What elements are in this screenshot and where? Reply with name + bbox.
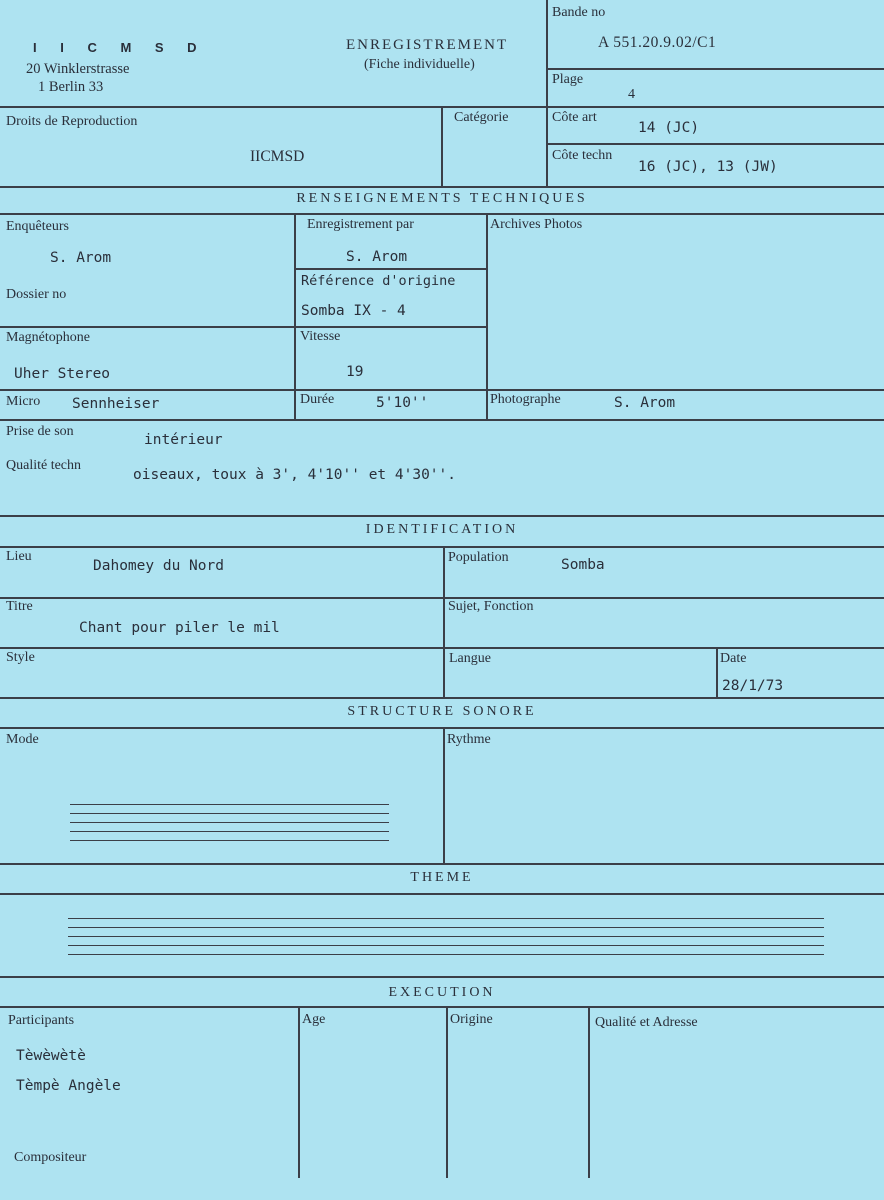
- population-value: Somba: [561, 557, 605, 573]
- magnetophone-label: Magnétophone: [6, 330, 90, 345]
- rule-structure-title-bottom: [0, 727, 884, 729]
- titre-label: Titre: [6, 599, 33, 614]
- qualite-techn-value: oiseaux, toux à 3', 4'10'' et 4'30''.: [133, 467, 457, 483]
- origine-label: Origine: [450, 1012, 493, 1027]
- rule-exec-col2: [446, 1006, 448, 1178]
- section-title-theme: THEME: [410, 870, 474, 885]
- participant-2: Tèmpè Angèle: [16, 1078, 121, 1094]
- rule-categorie-col: [441, 106, 443, 186]
- plage-label: Plage: [552, 72, 584, 87]
- reference-label: Référence d'origine: [301, 273, 456, 289]
- mode-label: Mode: [6, 732, 39, 747]
- lieu-value: Dahomey du Nord: [93, 558, 224, 574]
- age-label: Age: [302, 1012, 326, 1027]
- rule-exec-col1: [298, 1006, 300, 1178]
- langue-label: Langue: [449, 651, 491, 666]
- rule-exec-col3: [588, 1006, 590, 1178]
- rule-ident-title-top: [0, 515, 884, 517]
- section-title-structure: STRUCTURE SONORE: [347, 704, 537, 719]
- bande-value: A 551.20.9.02/C1: [598, 34, 717, 51]
- form-title: ENREGISTREMENT: [346, 37, 509, 53]
- rule-cote-mid: [546, 143, 884, 145]
- participant-1: Tèwèwètè: [16, 1048, 86, 1064]
- rule-micro-bottom: [0, 419, 884, 421]
- vitesse-value: 19: [346, 364, 364, 380]
- rule-header-col: [546, 0, 548, 186]
- rythme-label: Rythme: [447, 732, 491, 747]
- droits-label: Droits de Reproduction: [6, 114, 138, 129]
- section-title-identification: IDENTIFICATION: [365, 522, 519, 537]
- enregistrement-value: S. Arom: [346, 249, 408, 265]
- categorie-label: Catégorie: [454, 110, 509, 125]
- micro-label: Micro: [6, 394, 41, 409]
- rule-date-col: [716, 647, 718, 697]
- address-line1: 20 Winklerstrasse: [26, 61, 130, 77]
- archives-photos-label: Archives Photos: [490, 217, 583, 232]
- rule-tech-col1: [294, 213, 296, 419]
- cote-art-value: 14 (JC): [638, 120, 700, 136]
- prise-de-son-label: Prise de son: [6, 424, 74, 439]
- rule-magneto-bottom: [0, 389, 884, 391]
- rule-theme-bottom: [0, 976, 884, 978]
- rule-style-bottom: [0, 697, 884, 699]
- enregistrement-label: Enregistrement par: [307, 217, 414, 232]
- rule-exec-title-bottom: [0, 1006, 884, 1008]
- photographe-label: Photographe: [490, 392, 561, 407]
- cote-techn-label: Côte techn: [552, 148, 613, 163]
- rule-plage-top: [546, 68, 884, 70]
- rule-titre-bottom: [0, 647, 884, 649]
- magnetophone-value: Uher Stereo: [14, 366, 111, 382]
- rule-structure-col: [443, 727, 445, 863]
- rule-enreg-mid: [294, 268, 486, 270]
- style-label: Style: [6, 650, 35, 665]
- participants-label: Participants: [8, 1013, 75, 1028]
- prise-de-son-value: intérieur: [144, 432, 223, 448]
- duree-value: 5'10'': [376, 395, 429, 411]
- duree-label: Durée: [300, 392, 335, 407]
- compositeur-label: Compositeur: [14, 1150, 87, 1165]
- dossier-label: Dossier no: [6, 287, 67, 302]
- enqueteurs-label: Enquêteurs: [6, 219, 69, 234]
- qualite-techn-label: Qualité techn: [6, 458, 82, 473]
- titre-value: Chant pour piler le mil: [79, 620, 280, 636]
- rule-ident-col: [443, 546, 445, 697]
- rule-ident-title-bottom: [0, 546, 884, 548]
- section-title-technical: RENSEIGNEMENTS TECHNIQUES: [296, 191, 588, 206]
- vitesse-label: Vitesse: [300, 329, 341, 344]
- micro-value: Sennheiser: [72, 396, 160, 412]
- qualite-adresse-label: Qualité et Adresse: [595, 1015, 698, 1030]
- rule-ref-bottom: [0, 326, 486, 328]
- rule-tech-title-bottom: [0, 213, 884, 215]
- date-label: Date: [720, 651, 747, 666]
- plage-value: 4: [628, 87, 635, 102]
- rule-lieu-bottom: [0, 597, 884, 599]
- lieu-label: Lieu: [6, 549, 32, 564]
- reference-value: Somba IX - 4: [301, 303, 406, 319]
- rule-theme-title-bottom: [0, 893, 884, 895]
- rule-tech-col2: [486, 213, 488, 419]
- droits-value: IICMSD: [250, 148, 305, 165]
- cote-techn-value: 16 (JC), 13 (JW): [638, 159, 778, 175]
- institute-name: I I C M S D: [33, 40, 207, 55]
- cote-art-label: Côte art: [552, 110, 597, 125]
- population-label: Population: [448, 550, 509, 565]
- address-line2: 1 Berlin 33: [38, 79, 104, 95]
- section-title-execution: EXECUTION: [388, 985, 496, 1000]
- form-subtitle: (Fiche individuelle): [364, 57, 475, 72]
- bande-label: Bande no: [552, 5, 606, 20]
- photographe-value: S. Arom: [614, 395, 676, 411]
- date-value: 28/1/73: [722, 678, 784, 694]
- rule-structure-bottom: [0, 863, 884, 865]
- rule-rights-bottom: [0, 186, 884, 188]
- enqueteurs-value: S. Arom: [50, 250, 112, 266]
- sujet-fonction-label: Sujet, Fonction: [448, 599, 534, 614]
